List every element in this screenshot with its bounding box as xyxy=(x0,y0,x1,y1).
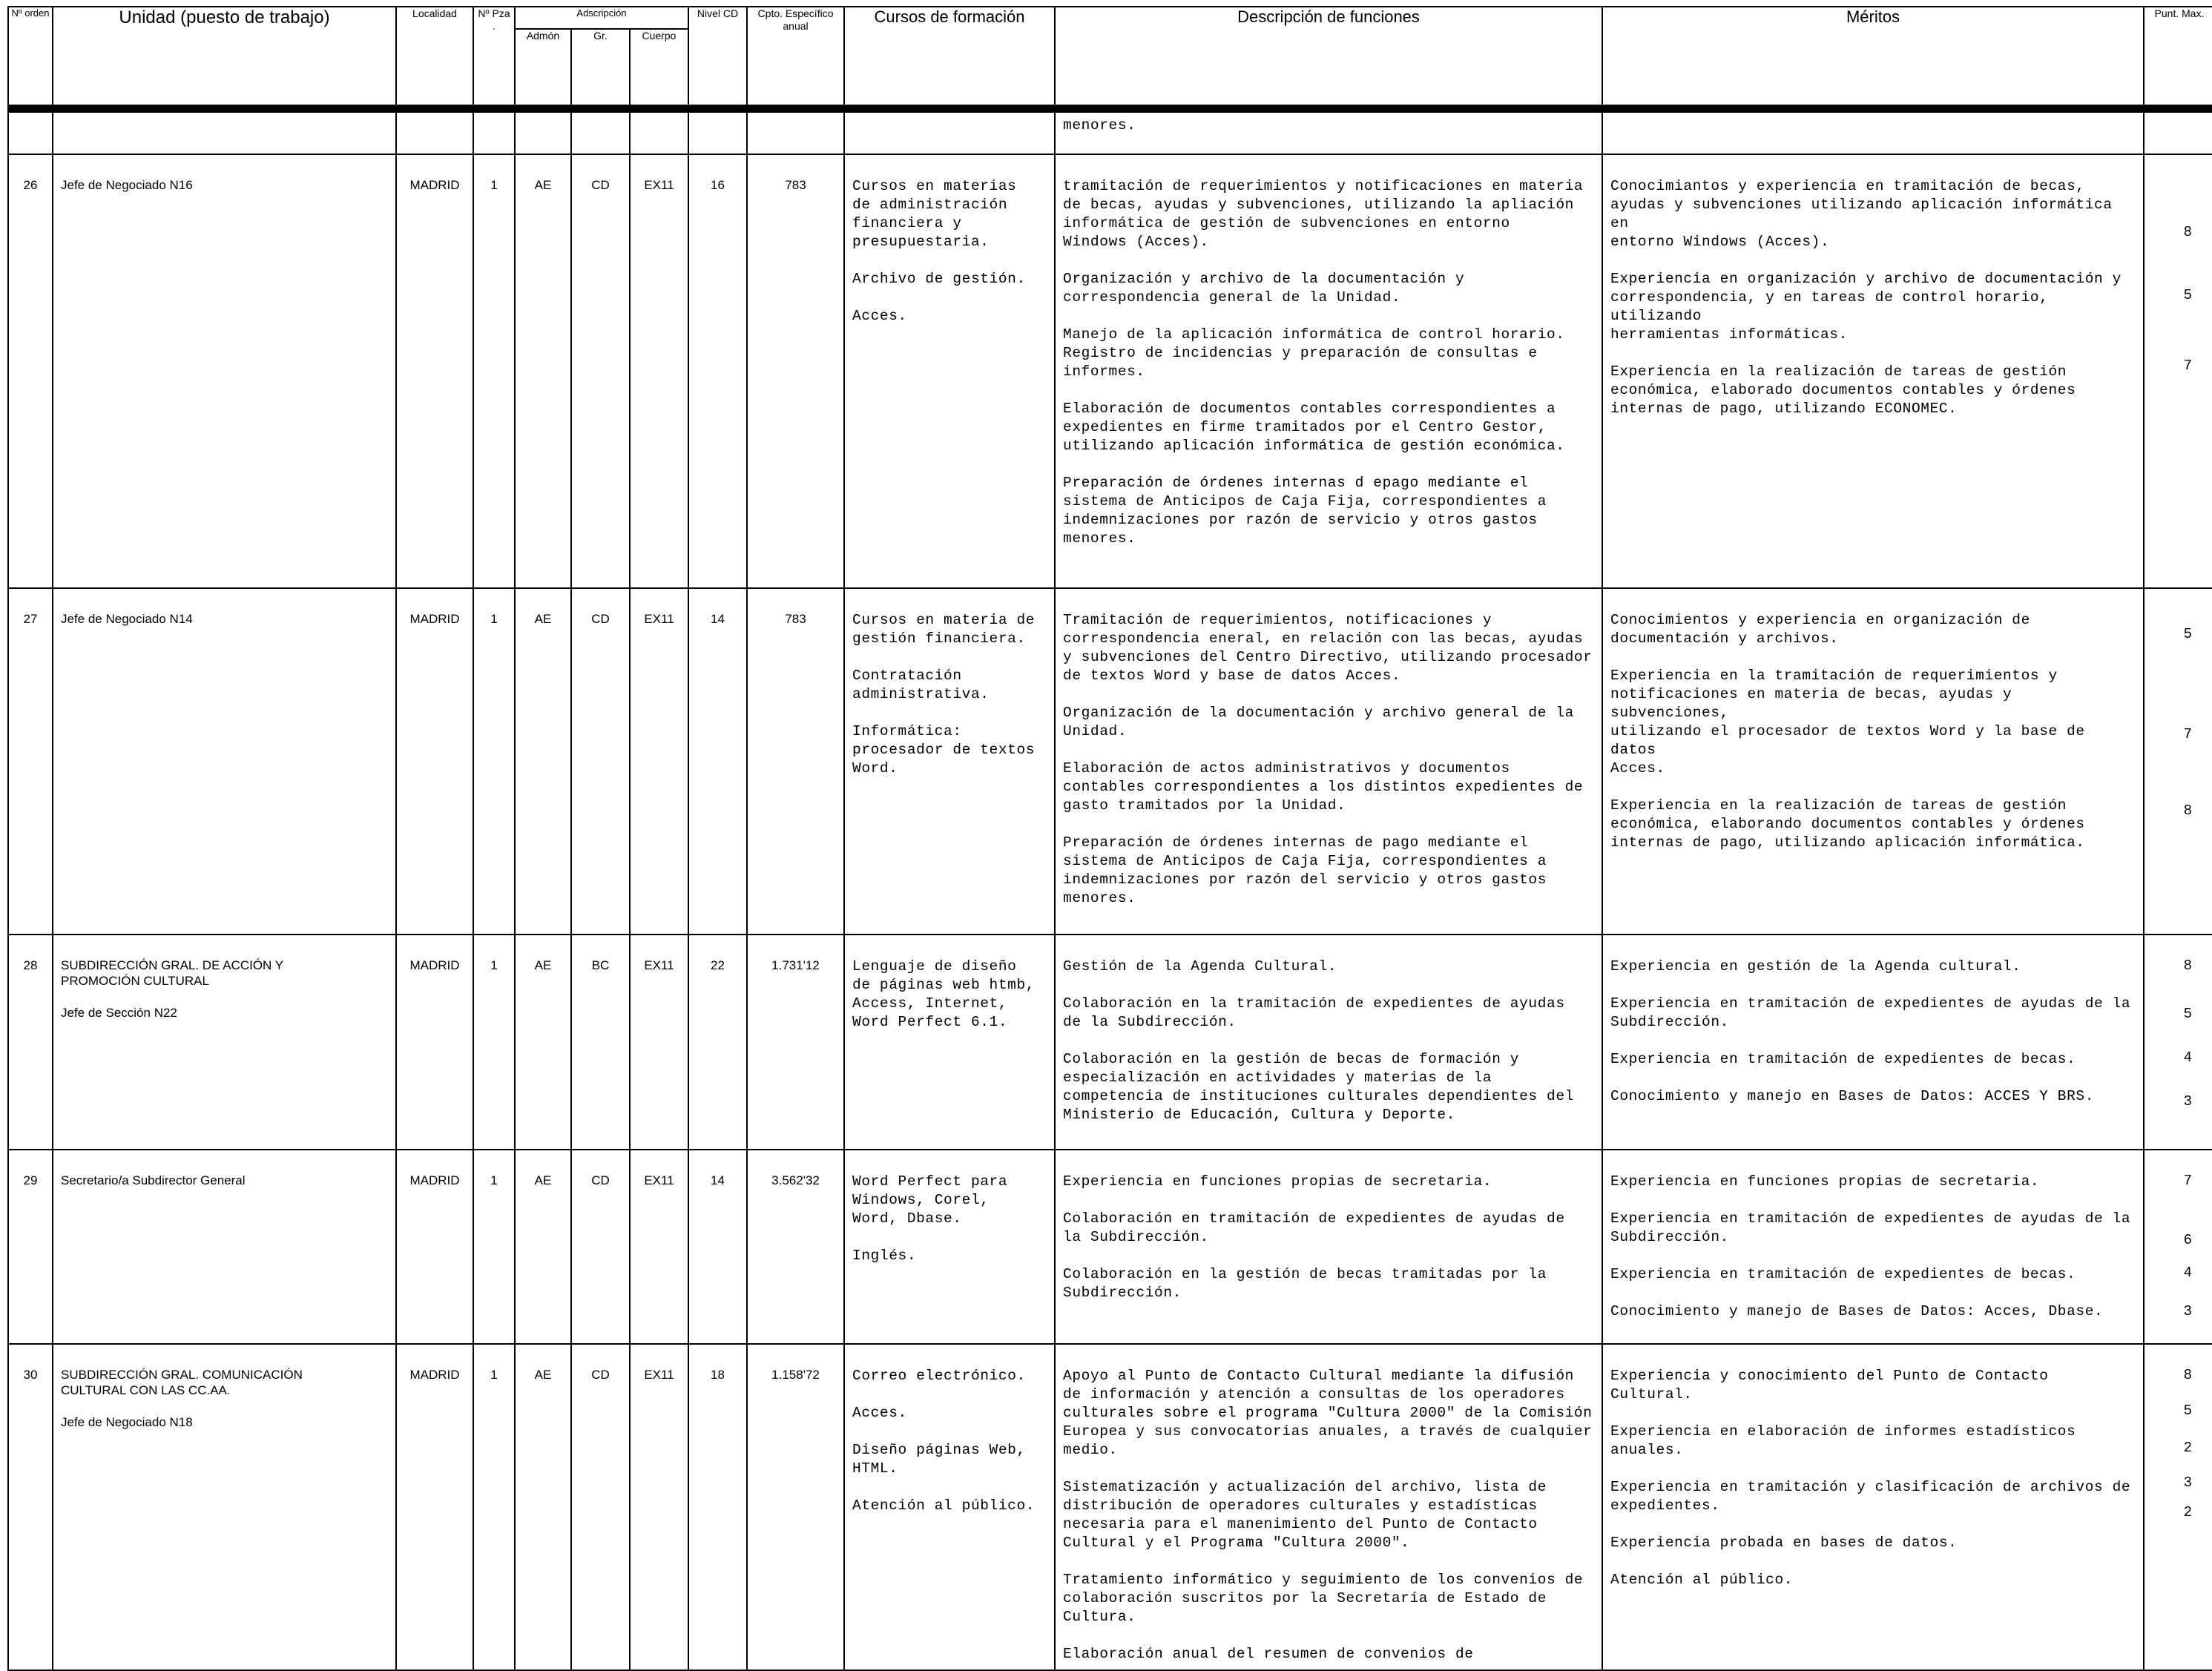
cell-funciones xyxy=(1055,588,1602,935)
funcion-item: Preparación de órdenes internas d epago mediante el sistema de Anticipos de Caja Fija, correspondientes a indemnizaciones por razón de servicio y otros gastos menores. xyxy=(1063,475,1547,547)
punt-value: 4 xyxy=(2183,1049,2193,1066)
cell-localidad: MADRID xyxy=(396,154,473,588)
header-punt: Punt. Max. xyxy=(2144,7,2212,105)
merito-item: Experiencia en tramitación y clasificación de archivos de expedientes. xyxy=(1610,1479,2131,1514)
curso-item: Acces. xyxy=(852,308,907,324)
curso-item: Diseño páginas Web, HTML. xyxy=(852,1442,1026,1477)
header-cpto: Cpto. Específico anual xyxy=(747,7,844,105)
cell-admon: AE xyxy=(515,935,571,1150)
cell-cpto: 1.158'72 xyxy=(747,1344,844,1670)
cell-nivel: 18 xyxy=(688,1344,747,1670)
merito-item: Experiencia en la realización de tareas de gestión económica, elaborado documentos contables y órdenes internas de pago, utilizando ECONOMEC. xyxy=(1610,363,2076,417)
punt-value: 5 xyxy=(2183,287,2193,303)
merito-item: Experiencia en gestión de la Agenda cultural. xyxy=(1610,958,2021,975)
merito-item: Experiencia en la tramitación de requerimientos y notificaciones en materia de becas, ayudas y subvenciones, utilizando el procesador de textos Word y la base de datos Acces. xyxy=(1610,668,2085,777)
cell-npza: 1 xyxy=(473,1150,515,1344)
cell-meritos xyxy=(1602,588,2144,935)
cell-cpto: 1.731'12 xyxy=(747,935,844,1150)
funcion-item: tramitación de requerimientos y notificaciones en materia de becas, ayudas y subvenciones, utilizando la apliación informática de gestión de subvenciones en entorno Windows (Acces). xyxy=(1063,178,1584,250)
table-row xyxy=(8,154,2212,588)
punt-value: 8 xyxy=(2183,224,2193,240)
merito-item: Experiencia en organización y archivo de documentación y correspondencia, y en tareas de control horario, utilizando herramientas informáticas. xyxy=(1610,271,2122,343)
cell-npza: 1 xyxy=(473,935,515,1150)
cell-orden: 27 xyxy=(8,588,53,935)
merito-item: Conocimiantos y experiencia en tramitación de becas, ayudas y subvenciones utilizando aplicación informática en entorno Windows (Acces). xyxy=(1610,178,2113,250)
cell-unidad xyxy=(53,1344,396,1670)
merito-item: Conocimiento y manejo en Bases de Datos: ACCES Y BRS. xyxy=(1610,1088,2095,1104)
cell-orden: 28 xyxy=(8,935,53,1150)
cell-cursos xyxy=(844,588,1055,935)
funcion-item: Organización de la documentación y archivo general de la Unidad. xyxy=(1063,705,1574,739)
carry-over-row xyxy=(8,113,2212,154)
punt-value: 8 xyxy=(2183,802,2193,819)
punt-value: 2 xyxy=(2183,1504,2193,1520)
merito-item: Conocimientos y experiencia en organización de documentación y archivos. xyxy=(1610,612,2030,647)
carry-descripcion: menores. xyxy=(1055,113,1602,154)
cell-unidad xyxy=(53,588,396,935)
header-cuerpo: Cuerpo xyxy=(630,29,688,105)
punt-value: 4 xyxy=(2183,1265,2193,1281)
cell-cpto: 3.562'32 xyxy=(747,1150,844,1344)
header-nivel: Nivel CD xyxy=(688,7,747,105)
cell-nivel: 14 xyxy=(688,588,747,935)
curso-item: Informática: procesador de textos Word. xyxy=(852,723,1036,777)
funcion-item: Elaboración anual del resumen de convenios de xyxy=(1063,1646,1474,1662)
cell-gr: CD xyxy=(571,1150,630,1344)
header-orden: Nº orden xyxy=(8,7,53,105)
punt-value: 2 xyxy=(2183,1440,2193,1456)
table-row xyxy=(8,935,2212,1150)
cell-cursos xyxy=(844,1150,1055,1344)
funcion-item: Colaboración en la gestión de becas de formación y especialización en actividades y materias de la competencia de instituciones culturales dependientes del Ministerio de Educación, Cultura y Deporte. xyxy=(1063,1051,1574,1123)
cell-cursos xyxy=(844,1344,1055,1670)
punt-value: 6 xyxy=(2183,1232,2193,1248)
punt-value: 8 xyxy=(2183,1367,2193,1383)
curso-item: Cursos en materias de administración financiera y presupuestaria. xyxy=(852,178,1017,250)
funcion-item: Experiencia en funciones propias de secretaria. xyxy=(1063,1173,1492,1190)
cell-nivel: 14 xyxy=(688,1150,747,1344)
curso-item: Inglés. xyxy=(852,1248,917,1264)
cell-nivel: 16 xyxy=(688,154,747,588)
curso-item: Word Perfect para Windows, Corel, Word, Dbase. xyxy=(852,1173,1008,1227)
funcion-item: Gestión de la Agenda Cultural. xyxy=(1063,958,1337,975)
cell-npza: 1 xyxy=(473,588,515,935)
merito-item: Experiencia y conocimiento del Punto de Contacto Cultural. xyxy=(1610,1368,2049,1403)
funcion-item: Colaboración en tramitación de expedientes de ayudas de la Subdirección. xyxy=(1063,1210,1565,1245)
punt-value: 5 xyxy=(2183,1006,2193,1022)
merito-item: Experiencia en funciones propias de secretaria. xyxy=(1610,1173,2040,1190)
punt-value: 3 xyxy=(2183,1474,2193,1491)
cell-unidad xyxy=(53,935,396,1150)
funcion-item: Tramitación de requerimientos, notificaciones y correspondencia eneral, en relación con las becas, ayudas y subvenciones del Centro Directivo, utilizando procesador de textos Word y base de datos Acces. xyxy=(1063,612,1593,684)
curso-item: Atención al público. xyxy=(852,1497,1036,1514)
cell-localidad: MADRID xyxy=(396,1150,473,1344)
cell-cuerpo: EX11 xyxy=(630,1344,688,1670)
cell-unidad xyxy=(53,1150,396,1344)
header-meritos: Méritos xyxy=(1602,7,2144,105)
header-cursos: Cursos de formación xyxy=(844,7,1055,105)
cell-cpto: 783 xyxy=(747,588,844,935)
cell-punt xyxy=(2144,1150,2212,1344)
cell-meritos xyxy=(1602,154,2144,588)
cell-funciones xyxy=(1055,935,1602,1150)
cell-cuerpo: EX11 xyxy=(630,154,688,588)
cell-cuerpo: EX11 xyxy=(630,588,688,935)
cell-admon: AE xyxy=(515,1150,571,1344)
cell-orden: 29 xyxy=(8,1150,53,1344)
header-npza-dot: . xyxy=(493,20,496,32)
header-descripcion: Descripción de funciones xyxy=(1055,7,1602,105)
merito-item: Experiencia en tramitación de expedientes de becas. xyxy=(1610,1051,2076,1067)
merito-item: Experiencia probada en bases de datos. xyxy=(1610,1535,1958,1551)
cell-orden: 26 xyxy=(8,154,53,588)
positions-table xyxy=(7,6,2212,1671)
document-page xyxy=(7,6,2212,1662)
punt-value: 5 xyxy=(2183,626,2193,642)
cell-gr: CD xyxy=(571,154,630,588)
cell-localidad: MADRID xyxy=(396,1344,473,1670)
merito-item: Experiencia en tramitación de expedientes de ayudas de la Subdirección. xyxy=(1610,995,2131,1030)
merito-item: Experiencia en tramitación de expedientes de ayudas de la Subdirección. xyxy=(1610,1210,2131,1245)
header-adscripcion: Adscripción xyxy=(515,7,688,29)
cell-admon: AE xyxy=(515,588,571,935)
unidad-line: SUBDIRECCIÓN GRAL. COMUNICACIÓN CULTURAL CON LAS CC.AA. xyxy=(61,1368,303,1397)
merito-item: Experiencia en la realización de tareas de gestión económica, elaborando documentos contables y órdenes internas de pago, utilizando aplicación informática. xyxy=(1610,797,2085,851)
punt-value: 8 xyxy=(2183,958,2193,974)
merito-item: Conocimiento y manejo de Bases de Datos: Acces, Dbase. xyxy=(1610,1303,2104,1319)
table-body xyxy=(8,113,2212,1670)
punt-value: 3 xyxy=(2183,1303,2193,1319)
unidad-line: Jefe de Negociado N14 xyxy=(61,612,193,626)
funcion-item: Tratamiento informático y seguimiento de los convenios de colaboración suscritos por la Secretaría de Estado de Cultura. xyxy=(1063,1572,1584,1625)
curso-item: Contratación administrativa. xyxy=(852,668,990,702)
header-gr: Gr. xyxy=(571,29,630,105)
table-row xyxy=(8,1150,2212,1344)
header-npza xyxy=(473,7,515,105)
funcion-item: Organización y archivo de la documentación y correspondencia general de la Unidad. xyxy=(1063,271,1465,306)
cell-nivel: 22 xyxy=(688,935,747,1150)
funcion-item: Preparación de órdenes internas de pago mediante el sistema de Anticipos de Caja Fija, correspondientes a indemnizaciones por razón del servicio y otros gastos menores. xyxy=(1063,834,1547,906)
curso-item: Acces. xyxy=(852,1405,907,1421)
cell-meritos xyxy=(1602,935,2144,1150)
cell-admon: AE xyxy=(515,1344,571,1670)
cell-punt xyxy=(2144,935,2212,1150)
unidad-line: Jefe de Negociado N18 xyxy=(61,1415,193,1429)
table-header xyxy=(8,7,2212,113)
cell-admon: AE xyxy=(515,154,571,588)
funcion-item: Elaboración de actos administrativos y documentos contables correspondientes a los distintos expedientes de gasto tramitados por la Unidad. xyxy=(1063,760,1584,814)
punt-value: 7 xyxy=(2183,726,2193,742)
cell-gr: CD xyxy=(571,1344,630,1670)
punt-value: 5 xyxy=(2183,1403,2193,1419)
table-row xyxy=(8,588,2212,935)
funcion-item: Apoyo al Punto de Contacto Cultural mediante la difusión de información y atención a consultas de los operadores culturales sobre el programa "Cultura 2000" de la Comisión Europea y sus convocatorias anuales, a través de cualquier medio. xyxy=(1063,1368,1593,1458)
funcion-item: Sistematización y actualización del archivo, lista de distribución de operadores culturales y estadísticas necesaria para el manenimiento del Punto de Contacto Cultural y el Programa "Cultura 2000". xyxy=(1063,1479,1547,1551)
header-localidad: Localidad xyxy=(396,7,473,105)
cell-funciones xyxy=(1055,1150,1602,1344)
cell-cursos xyxy=(844,154,1055,588)
cell-cpto: 783 xyxy=(747,154,844,588)
cell-cursos xyxy=(844,935,1055,1150)
funcion-item: Colaboración en la gestión de becas tramitadas por la Subdirección. xyxy=(1063,1266,1547,1301)
punt-value: 7 xyxy=(2183,357,2193,374)
header-admon: Admón xyxy=(515,29,571,105)
unidad-line: Jefe de Negociado N16 xyxy=(61,178,193,192)
unidad-line: SUBDIRECCIÓN GRAL. DE ACCIÓN Y PROMOCIÓN CULTURAL xyxy=(61,958,284,988)
cell-cuerpo: EX11 xyxy=(630,1150,688,1344)
table-row xyxy=(8,1344,2212,1670)
punt-value: 3 xyxy=(2183,1093,2193,1110)
cell-gr: CD xyxy=(571,588,630,935)
cell-funciones xyxy=(1055,154,1602,588)
merito-item: Atención al público. xyxy=(1610,1572,1794,1588)
funcion-item: Colaboración en la tramitación de expedientes de ayudas de la Subdirección. xyxy=(1063,995,1565,1030)
cell-localidad: MADRID xyxy=(396,588,473,935)
cell-meritos xyxy=(1602,1344,2144,1670)
merito-item: Experiencia en tramitación de expedientes de becas. xyxy=(1610,1266,2076,1282)
curso-item: Correo electrónico. xyxy=(852,1368,1026,1384)
funcion-item: Elaboración de documentos contables correspondientes a expedientes en firme tramitados por el Centro Gestor, utilizando aplicación informática de gestión económica. xyxy=(1063,401,1565,454)
unidad-line: Secretario/a Subdirector General xyxy=(61,1173,246,1187)
header-rule xyxy=(8,105,2212,113)
cell-npza: 1 xyxy=(473,154,515,588)
cell-punt xyxy=(2144,154,2212,588)
cell-meritos xyxy=(1602,1150,2144,1344)
unidad-line: Jefe de Sección N22 xyxy=(61,1006,177,1020)
cell-gr: BC xyxy=(571,935,630,1150)
punt-value: 7 xyxy=(2183,1173,2193,1189)
curso-item: Archivo de gestión. xyxy=(852,271,1026,287)
cell-localidad: MADRID xyxy=(396,935,473,1150)
funcion-item: Manejo de la aplicación informática de control horario. Registro de incidencias y preparación de consultas e informes. xyxy=(1063,326,1565,380)
cell-punt xyxy=(2144,588,2212,935)
cell-cuerpo: EX11 xyxy=(630,935,688,1150)
curso-item: Cursos en materia de gestión financiera. xyxy=(852,612,1036,647)
header-npza-label: Nº Pza xyxy=(478,7,510,19)
cell-funciones xyxy=(1055,1344,1602,1670)
header-unidad: Unidad (puesto de trabajo) xyxy=(53,7,396,105)
cell-punt xyxy=(2144,1344,2212,1670)
cell-unidad xyxy=(53,154,396,588)
merito-item: Experiencia en elaboración de informes estadísticos anuales. xyxy=(1610,1423,2076,1458)
curso-item: Lenguaje de diseño de páginas web htmb, Access, Internet, Word Perfect 6.1. xyxy=(852,958,1036,1030)
cell-orden: 30 xyxy=(8,1344,53,1670)
cell-npza: 1 xyxy=(473,1344,515,1670)
